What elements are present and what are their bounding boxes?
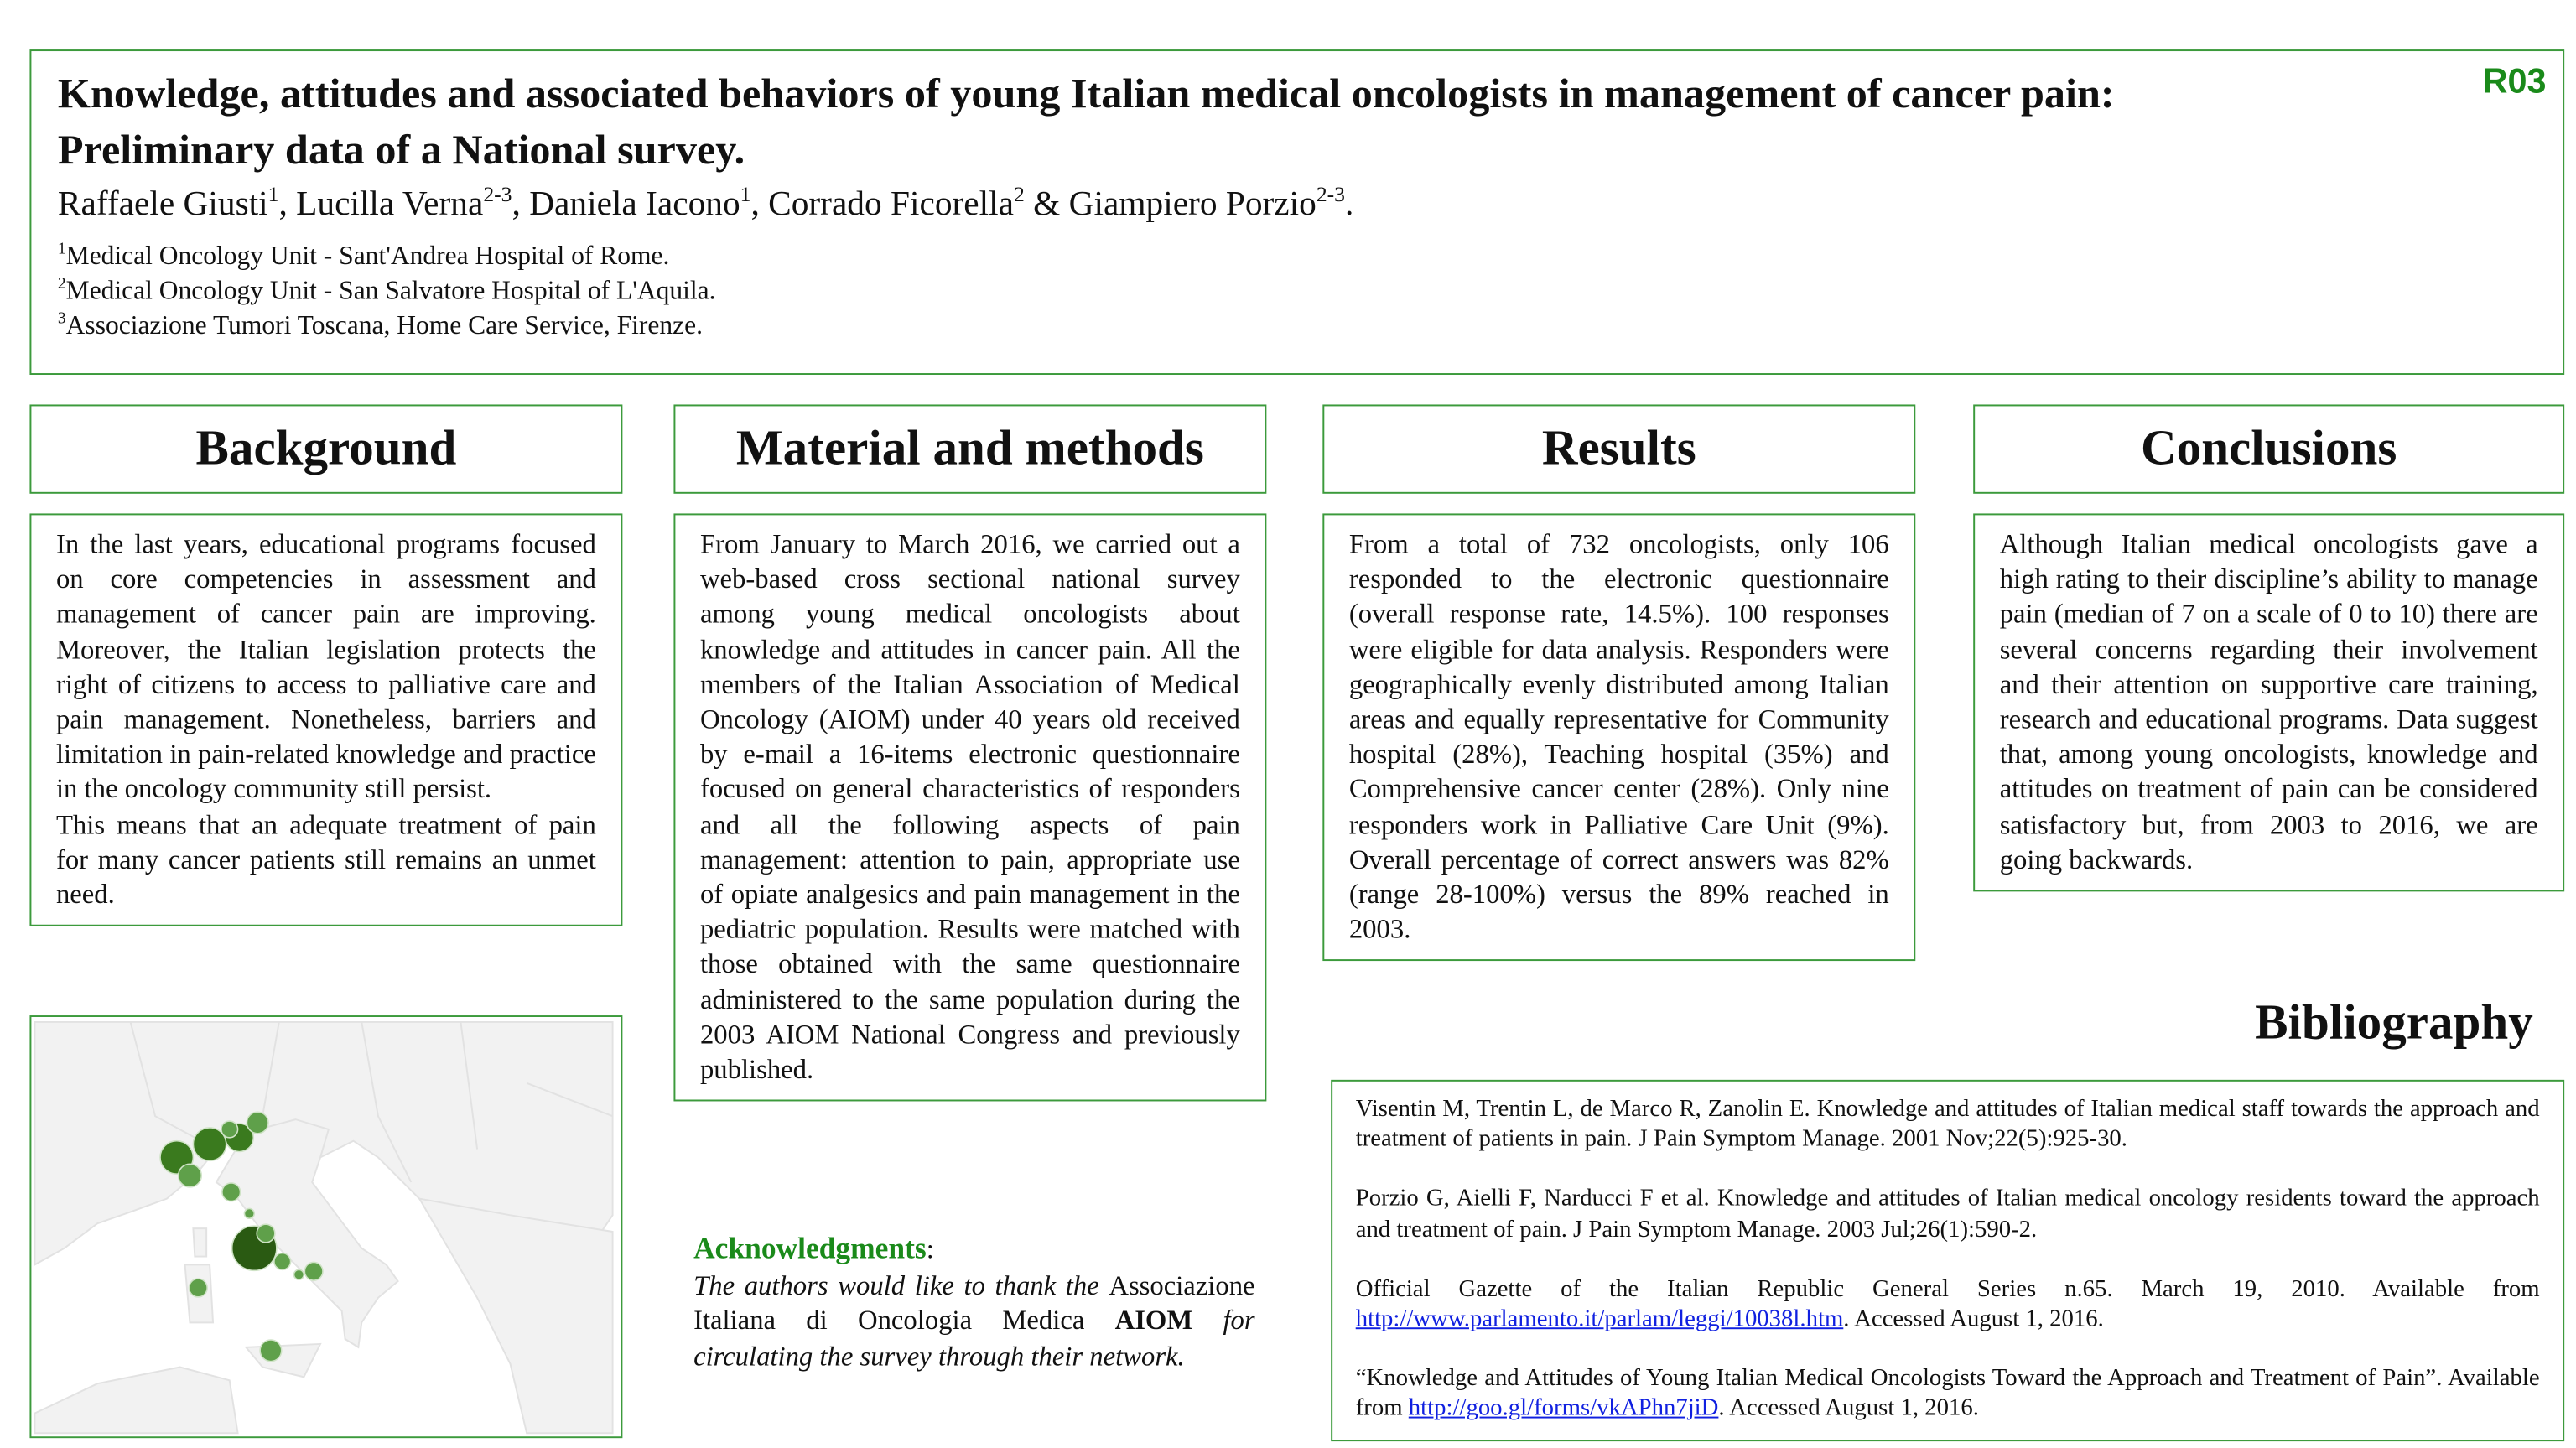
conclusions-text — [1973, 513, 2564, 891]
reference-2 — [1356, 1185, 2540, 1245]
title-line-1: Knowledge, attitudes and associated behaviors of young Italian medical oncologists in management of cancer pain: — [57, 69, 2115, 117]
conclusions-paragraph: Although Italian medical oncologists gave a high rating to their discipline’s ability to manage pain (median of 7 on a scale of 0 to 10) there are several concerns regarding their involvement and their attention on supportive care training, research and educational programs. Data suggest that, among young oncologists, knowledge and attitudes on treatment of pain can be considered satisfactory but, from 2003 to 2016, we are going backwards. — [1999, 528, 2538, 875]
acknowledgments — [693, 1232, 1255, 1373]
reference-link[interactable]: http://goo.gl/forms/vkAPhn7jiD — [1408, 1395, 1719, 1423]
aff-text: Medical Oncology Unit - San Salvatore Hospital of L'Aquila. — [65, 277, 716, 306]
aff-sup: 1 — [57, 240, 66, 259]
responder-bubble — [294, 1269, 304, 1279]
author-name: Daniela Iacono — [529, 183, 740, 223]
author-affiliation-sup: 2-3 — [1316, 181, 1346, 207]
methods-heading: Material and methods — [673, 404, 1266, 493]
author-affiliation-sup: 2-3 — [483, 181, 512, 207]
reference-link[interactable]: http://www.parlamento.it/parlam/leggi/10038l.htm — [1355, 1305, 1844, 1333]
responder-bubble — [304, 1262, 323, 1280]
authors — [57, 181, 1354, 225]
methods-paragraph: From January to March 2016, we carried out a web-based cross sectional national survey among young medical oncologists about knowledge and attitudes in cancer pain. All the members of the Italian Association of Medical Oncology (AIOM) under 40 years old received by e-mail a 16-items electronic questionnaire focused on general characteristics of responders and all the following aspects of pain management: attention to pain, appropriate use of opiate analgesics and pain management in the pediatric population. Results were matched with those obtained with the same questionnaire administered to the same population during the 2003 AIOM National Congress and previously published. — [699, 528, 1240, 1085]
responder-bubble — [179, 1164, 202, 1187]
ack-text: The authors would like to thank the — [693, 1269, 1109, 1300]
ref-after: . Accessed August 1, 2016. — [1843, 1305, 2104, 1333]
responder-bubble — [244, 1208, 254, 1218]
ref-text: Official Gazette of the Italian Republic General Series n.65. March 19, 2010. Available from — [1355, 1275, 2540, 1303]
author-separator: & — [1024, 183, 1069, 223]
colon: : — [926, 1233, 934, 1265]
ack-aiom: AIOM — [1114, 1304, 1193, 1336]
author-separator: , — [512, 183, 530, 223]
bibliography-heading: Bibliography — [2255, 995, 2533, 1051]
reference-4 — [1356, 1364, 2540, 1425]
responder-bubble — [274, 1253, 291, 1270]
ack-org: Associazione Italiana di Oncologia Medica — [693, 1269, 1255, 1336]
ack-text-after: for circulating the survey through their network. — [693, 1304, 1255, 1372]
author-separator: . — [1345, 183, 1354, 223]
title-line-2: Preliminary data of a National survey. — [57, 125, 745, 174]
ref-text: Visentin M, Trentin L, de Marco R, Zanolin E. Knowledge and attitudes of Italian medical staff towards the approach and treatment of patients in pain. J Pain Symptom Manage. 2001 Nov;22(5):925-30. — [1355, 1096, 2540, 1153]
results-paragraph: From a total of 732 oncologists, only 106 responded to the electronic questionnaire (overall response rate, 14.5%). 100 responses were eligible for data analysis. Responders were geographically evenly distributed among Italian areas and equally representative for Community hospital (28%), Teaching hospital (35%) and Comprehensive cancer center (28%). Only nine responders work in Palliative Care Unit (9%). Overall percentage of correct answers was 82% (range 28-100%) versus the 89% reached in 2003. — [1348, 528, 1889, 945]
results-heading: Results — [1322, 404, 1915, 493]
author-name: Giampiero Porzio — [1068, 183, 1317, 223]
affiliation-3 — [57, 309, 704, 341]
reference-3 — [1356, 1274, 2540, 1335]
affiliation-1 — [58, 242, 669, 272]
affiliation-2 — [57, 275, 716, 307]
responder-bubble — [189, 1279, 207, 1297]
land-corsica — [193, 1228, 206, 1256]
author-affiliation-sup: 1 — [740, 181, 751, 207]
responder-bubble — [260, 1340, 282, 1362]
author-affiliation-sup: 1 — [267, 181, 279, 207]
methods-text — [673, 513, 1266, 1102]
aff-text: Associazione Tumori Toscana, Home Care Service, Firenze. — [65, 312, 704, 340]
poster-code: R03 — [2482, 62, 2547, 101]
aff-sup: 2 — [57, 275, 66, 293]
ref-text: “Knowledge and Attitudes of Young Italian Medical Oncologists Toward the Approach and Treatment of Pain”. Available from — [1355, 1365, 2540, 1423]
acknowledgments-heading: Acknowledgments — [693, 1232, 927, 1265]
author-separator: , — [278, 183, 297, 223]
bibliography-list — [1331, 1080, 2564, 1441]
author-name: Corrado Ficorella — [768, 183, 1014, 223]
map-graphic — [31, 1017, 621, 1436]
background-heading: Background — [29, 404, 622, 493]
italy-responders-map — [29, 1015, 622, 1438]
ref-text: Porzio G, Aielli F, Narducci F et al. Knowledge and attitudes of Italian medical oncology residents toward the approach and treatment of pain. J Pain Symptom Manage. 2003 Jul;26(1):590-2. — [1355, 1186, 2540, 1243]
ref-after: . Accessed August 1, 2016. — [1718, 1395, 1979, 1423]
poster-title — [58, 66, 2370, 179]
responder-bubble — [247, 1112, 268, 1134]
background-paragraph: This means that an adequate treatment of pain for many cancer patients still remains an unmet need. — [55, 808, 596, 911]
responder-bubble — [222, 1183, 241, 1201]
author-separator: , — [750, 183, 769, 223]
background-text — [29, 513, 622, 926]
responder-bubble — [221, 1121, 238, 1138]
author-name: Raffaele Giusti — [57, 183, 268, 223]
aff-sup: 3 — [57, 309, 66, 329]
conclusions-heading: Conclusions — [1973, 404, 2564, 493]
author-name: Lucilla Verna — [296, 183, 484, 223]
author-affiliation-sup: 2 — [1013, 181, 1025, 207]
results-text — [1322, 513, 1915, 962]
aff-text: Medical Oncology Unit - Sant'Andrea Hospital of Rome. — [65, 242, 670, 271]
responder-bubble — [257, 1224, 275, 1243]
background-paragraph: In the last years, educational programs focused on core competencies in assessment and management of cancer pain are improving. Moreover, the Italian legislation protects the right of citizens to access to palliative care and pain management. Nonetheless, barriers and limitation in pain-related knowledge and practice in the oncology community still persist. — [55, 528, 596, 805]
reference-1 — [1356, 1095, 2540, 1155]
